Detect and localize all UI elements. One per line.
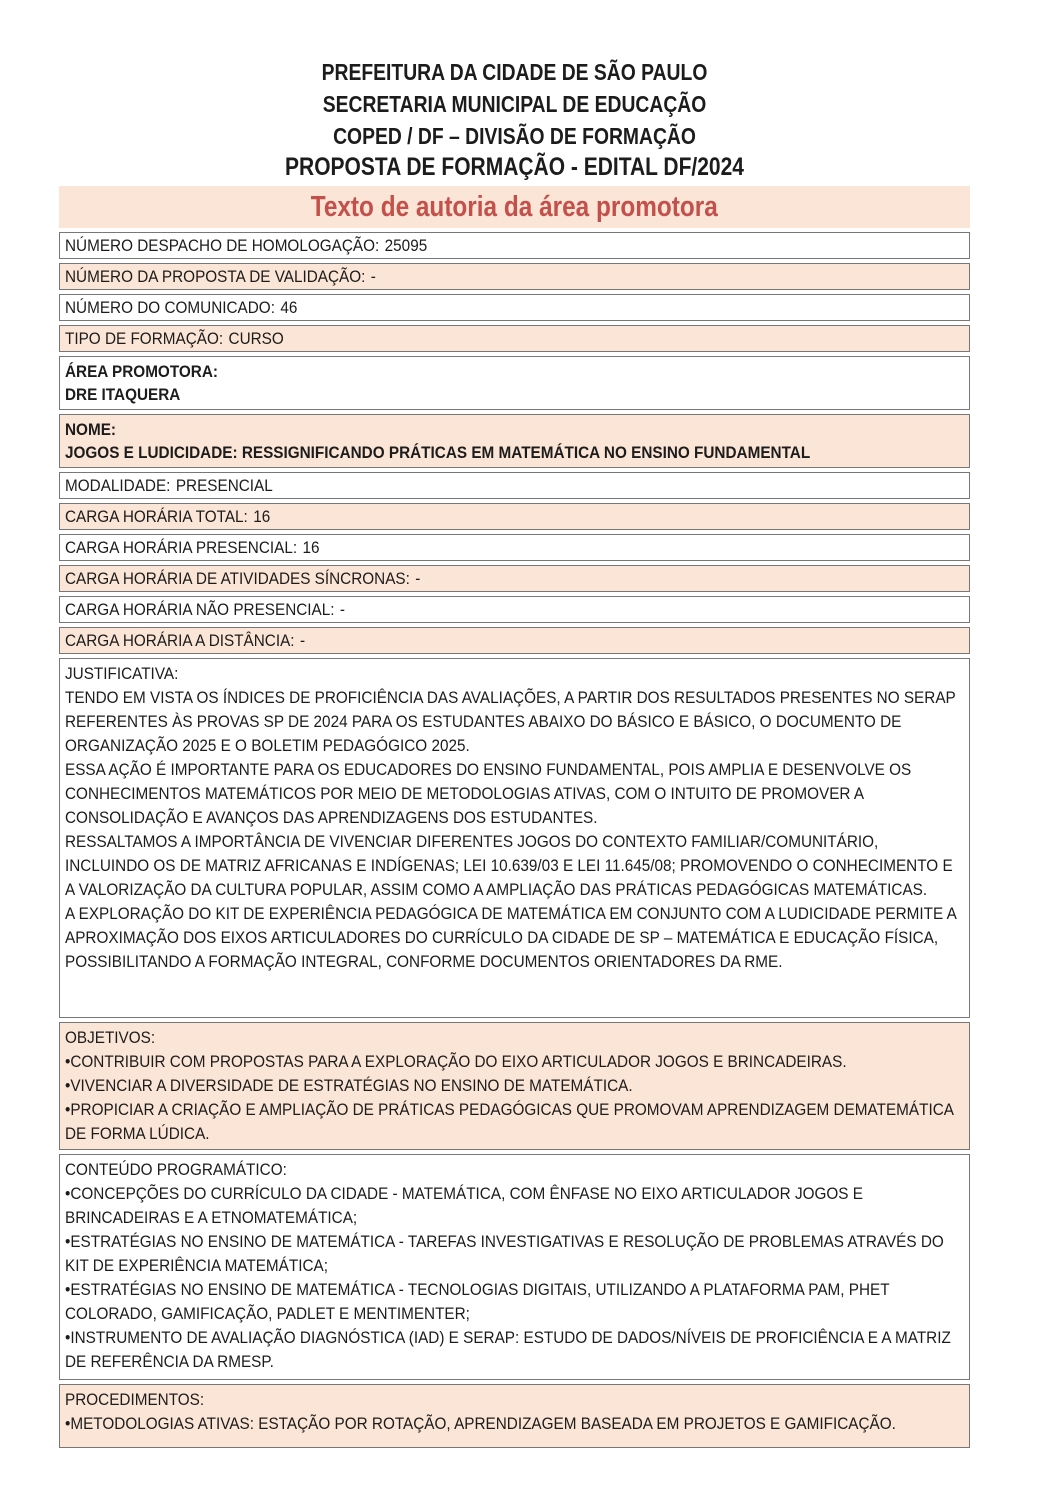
field-label: NÚMERO DA PROPOSTA DE VALIDAÇÃO: bbox=[65, 267, 366, 286]
justificativa-paragraph: ESSA AÇÃO É IMPORTANTE PARA OS EDUCADORES DO ENSINO FUNDAMENTAL, POIS AMPLIA E DESENVOLVE OS CONHECIMENTOS MATEMÁTICOS POR MEIO DE METODOLOGIAS ATIVAS, COM O INTUITO DE PROMOVER A CONSOLIDAÇÃO E AVANÇOS DAS APRENDIZAGENS DOS ESTUDANTES. bbox=[65, 760, 912, 827]
field-row-carga-horaria-presencial bbox=[59, 534, 970, 561]
field-label: ÁREA PROMOTORA: bbox=[65, 362, 218, 381]
section-title: OBJETIVOS: bbox=[65, 1028, 156, 1047]
field-label: NÚMERO DESPACHO DE HOMOLOGAÇÃO: bbox=[65, 236, 380, 255]
field-row-nome bbox=[59, 414, 970, 468]
field-row-numero-comunicado bbox=[59, 294, 970, 321]
conteudo-item: •INSTRUMENTO DE AVALIAÇÃO DIAGNÓSTICA (IAD) E SERAP: ESTUDO DE DADOS/NÍVEIS DE PROFICIÊNCIA E A MATRIZ DE REFERÊNCIA DA RMESP. bbox=[65, 1328, 951, 1371]
objetivo-item: •VIVENCIAR A DIVERSIDADE DE ESTRATÉGIAS NO ENSINO DE MATEMÁTICA. bbox=[65, 1076, 633, 1095]
objetivo-item: •CONTRIBUIR COM PROPOSTAS PARA A EXPLORAÇÃO DO EIXO ARTICULADOR JOGOS E BRINCADEIRAS. bbox=[65, 1052, 847, 1071]
field-value: - bbox=[370, 267, 376, 286]
header-line-coped: COPED / DF – DIVISÃO DE FORMAÇÃO bbox=[333, 123, 696, 149]
field-value: JOGOS E LUDICIDADE: RESSIGNIFICANDO PRÁTICAS EM MATEMÁTICA NO ENSINO FUNDAMENTAL bbox=[65, 443, 811, 462]
conteudo-item: •ESTRATÉGIAS NO ENSINO DE MATEMÁTICA - TECNOLOGIAS DIGITAIS, UTILIZANDO A PLATAFORMA PAM, PHET COLORADO, GAMIFICAÇÃO, PADLET E MENTIMENTER; bbox=[65, 1280, 890, 1323]
section-justificativa bbox=[59, 658, 970, 1018]
field-label: NOME: bbox=[65, 420, 117, 439]
field-value: 25095 bbox=[384, 236, 428, 255]
document-page bbox=[59, 0, 970, 1448]
field-value: - bbox=[415, 569, 421, 588]
conteudo-item: •ESTRATÉGIAS NO ENSINO DE MATEMÁTICA - TAREFAS INVESTIGATIVAS E RESOLUÇÃO DE PROBLEMAS ATRAVÉS DO KIT DE EXPERIÊNCIA MATEMÁTICA; bbox=[65, 1232, 944, 1275]
field-row-carga-horaria-nao-presencial bbox=[59, 596, 970, 623]
section-title: PROCEDIMENTOS: bbox=[65, 1390, 205, 1409]
section-title: JUSTIFICATIVA: bbox=[65, 664, 179, 683]
field-value: 46 bbox=[280, 298, 298, 317]
field-row-carga-horaria-sincronas bbox=[59, 565, 970, 592]
field-row-numero-despacho-homologacao bbox=[59, 232, 970, 259]
field-label: CARGA HORÁRIA NÃO PRESENCIAL: bbox=[65, 600, 335, 619]
authorship-banner bbox=[59, 186, 970, 228]
header-line-proposta: PROPOSTA DE FORMAÇÃO - EDITAL DF/2024 bbox=[285, 153, 744, 181]
field-row-carga-horaria-total bbox=[59, 503, 970, 530]
field-value: PRESENCIAL bbox=[175, 476, 273, 495]
procedimento-item: •METODOLOGIAS ATIVAS: ESTAÇÃO POR ROTAÇÃO, APRENDIZAGEM BASEADA EM PROJETOS E GAMIFICAÇÃO. bbox=[65, 1414, 896, 1433]
field-label: CARGA HORÁRIA A DISTÂNCIA: bbox=[65, 631, 295, 650]
justificativa-paragraph: A EXPLORAÇÃO DO KIT DE EXPERIÊNCIA PEDAGÓGICA DE MATEMÁTICA EM CONJUNTO COM A LUDICIDADE PERMITE A APROXIMAÇÃO DOS EIXOS ARTICULADORES DO CURRÍCULO DA CIDADE DE SP – MATEMÁTICA E EDUCAÇÃO FÍSICA, POSSIBILITANDO A FORMAÇÃO INTEGRAL, CONFORME DOCUMENTOS ORIENTADORES DA RME. bbox=[65, 904, 956, 971]
field-value: 16 bbox=[302, 538, 320, 557]
field-label: NÚMERO DO COMUNICADO: bbox=[65, 298, 275, 317]
field-label: CARGA HORÁRIA DE ATIVIDADES SÍNCRONAS: bbox=[65, 569, 410, 588]
document-header bbox=[59, 0, 970, 183]
field-label: CARGA HORÁRIA PRESENCIAL: bbox=[65, 538, 298, 557]
field-row-area-promotora bbox=[59, 356, 970, 410]
field-label: CARGA HORÁRIA TOTAL: bbox=[65, 507, 248, 526]
justificativa-paragraph: RESSALTAMOS A IMPORTÂNCIA DE VIVENCIAR DIFERENTES JOGOS DO CONTEXTO FAMILIAR/COMUNITÁRIO, INCLUINDO OS DE MATRIZ AFRICANAS E INDÍGENAS; LEI 10.639/03 E LEI 11.645/08; PROMOVENDO O CONHECIMENTO E A VALORIZAÇÃO DA CULTURA POPULAR, ASSIM COMO A AMPLIAÇÃO DAS PRÁTICAS PEDAGÓGICAS MATEMÁTICAS. bbox=[65, 832, 953, 899]
authorship-banner-label: Texto de autoria da área promotora bbox=[310, 190, 719, 223]
section-objetivos bbox=[59, 1022, 970, 1150]
section-procedimentos bbox=[59, 1384, 970, 1448]
section-title: CONTEÚDO PROGRAMÁTICO: bbox=[65, 1160, 287, 1179]
field-row-numero-proposta-validacao bbox=[59, 263, 970, 290]
field-value: - bbox=[339, 600, 346, 619]
header-line-secretaria: SECRETARIA MUNICIPAL DE EDUCAÇÃO bbox=[322, 91, 707, 117]
objetivo-item: •PROPICIAR A CRIAÇÃO E AMPLIAÇÃO DE PRÁTICAS PEDAGÓGICAS QUE PROMOVAM APRENDIZAGEM DEMATEMÁTICA DE FORMA LÚDICA. bbox=[65, 1100, 954, 1143]
field-row-modalidade bbox=[59, 472, 970, 499]
field-value: CURSO bbox=[228, 329, 284, 348]
field-row-tipo-formacao bbox=[59, 325, 970, 352]
field-value: 16 bbox=[253, 507, 271, 526]
field-value: DRE ITAQUERA bbox=[65, 385, 181, 404]
header-line-prefeitura: PREFEITURA DA CIDADE DE SÃO PAULO bbox=[321, 59, 708, 85]
conteudo-item: •CONCEPÇÕES DO CURRÍCULO DA CIDADE - MATEMÁTICA, COM ÊNFASE NO EIXO ARTICULADOR JOGOS E BRINCADEIRAS E A ETNOMATEMÁTICA; bbox=[65, 1184, 863, 1227]
field-row-carga-horaria-distancia bbox=[59, 627, 970, 654]
justificativa-paragraph: TENDO EM VISTA OS ÍNDICES DE PROFICIÊNCIA DAS AVALIAÇÕES, A PARTIR DOS RESULTADOS PRESENTES NO SERAP REFERENTES ÀS PROVAS SP DE 2024 PARA OS ESTUDANTES ABAIXO DO BÁSICO E BÁSICO, O DOCUMENTO DE ORGANIZAÇÃO 2025 E O BOLETIM PEDAGÓGICO 2025. bbox=[65, 688, 956, 755]
section-conteudo-programatico bbox=[59, 1154, 970, 1380]
field-value: - bbox=[299, 631, 306, 650]
field-label: MODALIDADE: bbox=[65, 476, 171, 495]
field-label: TIPO DE FORMAÇÃO: bbox=[65, 329, 224, 348]
